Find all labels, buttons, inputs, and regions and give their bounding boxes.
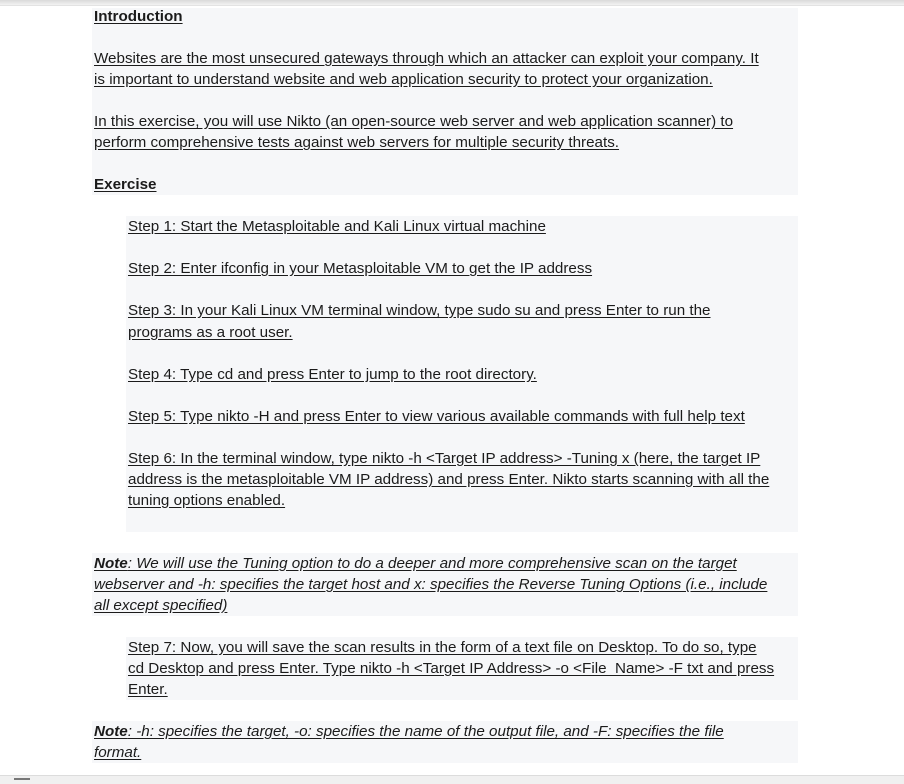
step-5: Step 5: Type nikto -H and press Enter to view various available commands with full help text (128, 408, 745, 425)
step-6-line-3: tuning options enabled. (128, 492, 286, 509)
heading-introduction: Introduction (94, 8, 183, 25)
bottom-bar-icon (14, 778, 30, 780)
step-1: Step 1: Start the Metasploitable and Kali Linux virtual machine (128, 218, 546, 235)
step-6-line-2: address is the metasploitable VM IP address) and press Enter. Nikto starts scanning with all the (128, 471, 770, 488)
intro-paragraph-1-line-2: is important to understand website and web application security to protect your organization. (94, 71, 713, 88)
step-7-line-1: Step 7: Now, you will save the scan results in the form of a text file on Desktop. To do so, type (128, 639, 757, 656)
intro-paragraph-1-line-1: Websites are the most unsecured gateways through which an attacker can exploit your company. It (94, 50, 759, 67)
note-1-line-2: webserver and -h: specifies the target host and x: specifies the Reverse Tuning Options (i.e., include (94, 576, 768, 593)
note-1-text-1: : We will use the Tuning option to do a deeper and more comprehensive scan on the target (127, 555, 737, 572)
intro-paragraph-2-line-2: perform comprehensive tests against web servers for multiple security threats. (94, 134, 620, 151)
step-7-line-3: Enter. (128, 681, 168, 698)
step-3-line-1: Step 3: In your Kali Linux VM terminal window, type sudo su and press Enter to run the (128, 302, 711, 319)
note-2-line-2: format. (94, 744, 142, 761)
step-4: Step 4: Type cd and press Enter to jump to the root directory. (128, 366, 537, 383)
step-7-line-2: cd Desktop and press Enter. Type nikto -h <Target IP Address> -o <File_Name> -F txt and press (128, 660, 775, 677)
note-2-line-1 (94, 721, 724, 742)
step-2: Step 2: Enter ifconfig in your Metasploitable VM to get the IP address (128, 260, 593, 277)
note-2-text-1: : -h: specifies the target, -o: specifies the name of the output file, and -F: specifies the file (127, 723, 724, 740)
note-1-line-1 (94, 553, 737, 574)
shade-intro (92, 8, 798, 195)
note-1-label: Note (94, 555, 128, 572)
step-6-line-1: Step 6: In the terminal window, type nikto -h <Target IP address> -Tuning x (here, the target IP (128, 450, 761, 467)
note-1-line-3: all except specified) (94, 597, 228, 614)
step-3-line-2: programs as a root user. (128, 324, 293, 341)
note-2-label: Note (94, 723, 128, 740)
heading-exercise: Exercise (94, 176, 157, 193)
intro-paragraph-2-line-1: In this exercise, you will use Nikto (an open-source web server and web application scanner) to (94, 113, 734, 130)
